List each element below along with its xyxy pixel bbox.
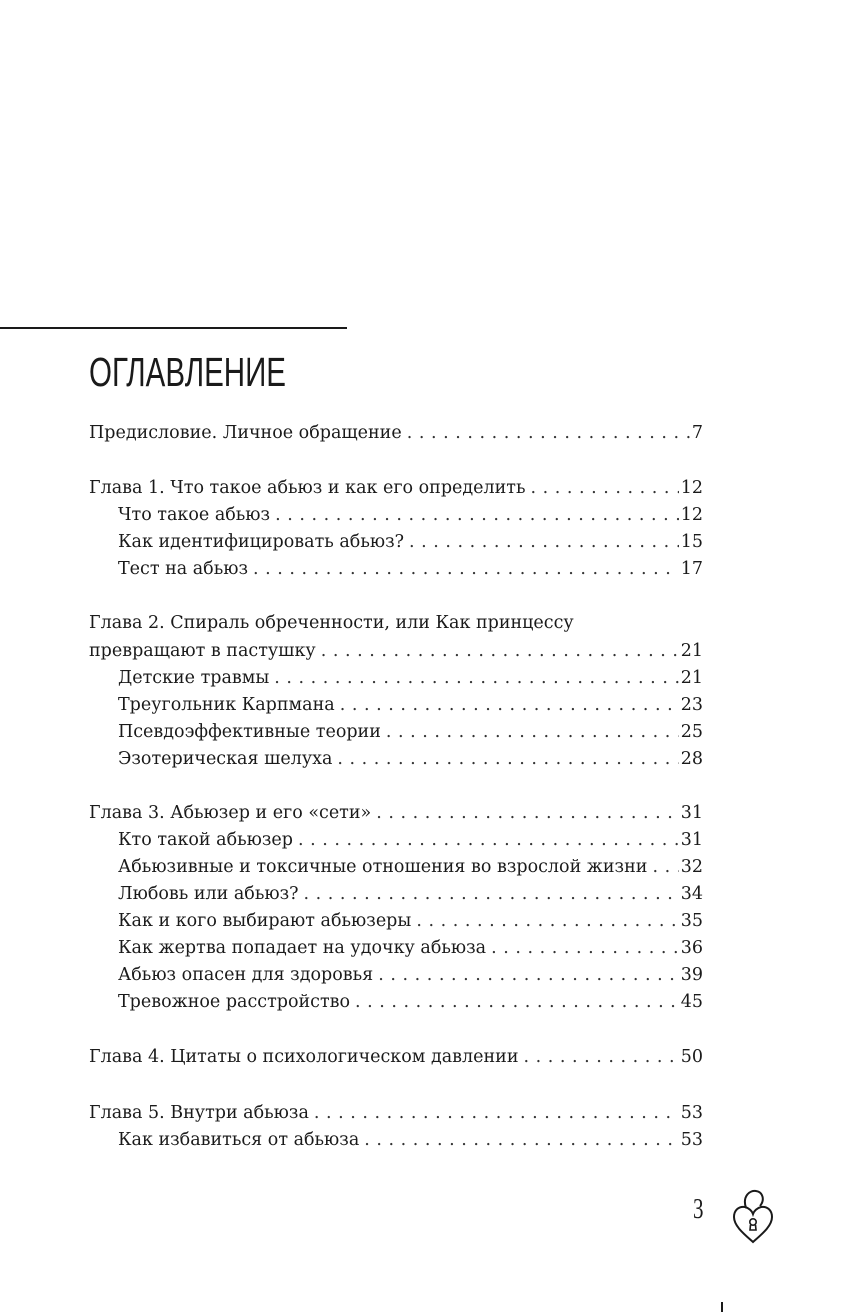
toc-entry-title: Кто такой абьюзер	[118, 830, 293, 850]
toc-entry-title: Как и кого выбирают абьюзеры	[118, 911, 412, 931]
toc-entry-page: 53	[680, 1103, 703, 1123]
toc-entry-page: 45	[680, 992, 703, 1012]
dot-leader	[314, 1100, 679, 1126]
toc-entry-chapter-3-section-6[interactable]	[118, 962, 703, 988]
dot-leader	[337, 746, 678, 772]
toc-entry-title: Глава 5. Внутри абьюза	[89, 1103, 309, 1123]
toc-entry-page: 21	[680, 668, 703, 688]
toc-entry-page: 39	[680, 965, 703, 985]
toc-entry-title: Как избавиться от абьюза	[118, 1130, 360, 1150]
toc-entry-chapter-2-section-4[interactable]	[118, 746, 703, 772]
toc-entry-title: превращают в пастушку	[89, 641, 316, 661]
toc-entry-title: Как жертва попадает на удочку абьюза	[118, 938, 487, 958]
dot-leader	[364, 1127, 678, 1153]
toc-entry-chapter-3-section-2[interactable]	[118, 854, 703, 880]
toc-entry-chapter-1[interactable]	[89, 475, 703, 501]
toc-entry-chapter-2-section-3[interactable]	[118, 719, 703, 745]
toc-entry-page: 23	[680, 695, 703, 715]
toc-entry-title: Как идентифицировать абьюз?	[118, 532, 405, 552]
toc-entry-title: Глава 3. Абьюзер и его «сети»	[89, 803, 372, 823]
toc-entry-chapter-1-section-1[interactable]	[118, 502, 703, 528]
toc-entry-page: 17	[680, 559, 703, 579]
toc-entry-title: Треугольник Карпмана	[118, 695, 335, 715]
dot-leader	[340, 692, 679, 718]
toc-entry-page: 50	[680, 1047, 703, 1067]
toc-entry-page: 34	[680, 884, 703, 904]
toc-entry-page: 21	[680, 641, 703, 661]
toc-entry-page: 28	[680, 749, 703, 769]
dot-leader	[386, 719, 679, 745]
toc-entry-title: Что такое абьюз	[118, 505, 271, 525]
toc-entry-title: Тест на абьюз	[118, 559, 249, 579]
toc-entry-page: 31	[680, 803, 703, 823]
dot-leader	[407, 420, 690, 446]
dot-leader	[409, 529, 679, 555]
dot-leader	[523, 1044, 678, 1070]
toc-entry-page: 35	[680, 911, 703, 931]
toc-entry-title: Глава 1. Что такое абьюз и как его определить	[89, 478, 526, 498]
toc-entry-page: 15	[680, 532, 703, 552]
dot-leader	[531, 475, 679, 501]
toc-entry-chapter-3-section-3[interactable]	[118, 881, 703, 907]
toc-entry-page: 53	[680, 1130, 703, 1150]
toc-entry-chapter-1-section-2[interactable]	[118, 529, 703, 555]
page-title: ОГЛАВЛЕНИЕ	[89, 349, 286, 395]
dot-leader	[304, 881, 679, 907]
dot-leader	[298, 827, 679, 853]
toc-entry-chapter-3[interactable]	[89, 800, 703, 826]
toc-entry-chapter-4[interactable]	[89, 1044, 703, 1070]
toc-entry-title: Детские травмы	[118, 668, 270, 688]
heart-padlock-icon	[728, 1186, 778, 1246]
toc-entry-title: Эзотерическая шелуха	[118, 749, 333, 769]
dot-leader	[416, 908, 678, 934]
top-rule	[0, 327, 347, 329]
toc-entry-title: Любовь или абьюз?	[118, 884, 299, 904]
toc-entry-title: Псевдоэффективные теории	[118, 722, 381, 742]
toc-entry-page: 36	[680, 938, 703, 958]
toc-entry-chapter-5[interactable]	[89, 1100, 703, 1126]
dot-leader	[376, 800, 678, 826]
toc-entry-chapter-2-line-1[interactable]: Глава 2. Спираль обреченности, или Как принцессу	[89, 613, 574, 633]
toc-entry-title: Абьюзивные и токсичные отношения во взрослой жизни	[118, 857, 648, 877]
toc-entry-chapter-5-section-1[interactable]	[118, 1127, 703, 1153]
toc-entry-chapter-3-section-4[interactable]	[118, 908, 703, 934]
toc-entry-page: 31	[680, 830, 703, 850]
dot-leader	[253, 556, 679, 582]
toc-entry-chapter-2-section-1[interactable]	[118, 665, 703, 691]
toc-entry-page: 12	[680, 478, 703, 498]
toc-entry-preface[interactable]	[89, 420, 703, 446]
toc-entry-page: 7	[691, 423, 703, 443]
toc-entry-page: 25	[680, 722, 703, 742]
dot-leader	[652, 854, 678, 880]
dot-leader	[275, 502, 679, 528]
crop-mark	[721, 1302, 723, 1312]
toc-entry-chapter-2-section-2[interactable]	[118, 692, 703, 718]
toc-entry-title: Тревожное расстройство	[118, 992, 351, 1012]
toc-entry-chapter-2[interactable]	[89, 638, 703, 664]
toc-entry-title: Предисловие. Личное обращение	[89, 423, 402, 443]
toc-entry-title: Абьюз опасен для здоровья	[118, 965, 374, 985]
toc-entry-title: Глава 4. Цитаты о психологическом давлении	[89, 1047, 519, 1067]
toc-entry-chapter-3-section-1[interactable]	[118, 827, 703, 853]
dot-leader	[378, 962, 679, 988]
dot-leader	[491, 935, 679, 961]
dot-leader	[274, 665, 678, 691]
toc-entry-chapter-3-section-5[interactable]	[118, 935, 703, 961]
toc-entry-chapter-1-section-3[interactable]	[118, 556, 703, 582]
toc-entry-page: 32	[680, 857, 703, 877]
toc-entry-chapter-3-section-7[interactable]	[118, 989, 703, 1015]
dot-leader	[321, 638, 679, 664]
page-number: 3	[693, 1194, 704, 1225]
dot-leader	[355, 989, 679, 1015]
toc-entry-page: 12	[680, 505, 703, 525]
